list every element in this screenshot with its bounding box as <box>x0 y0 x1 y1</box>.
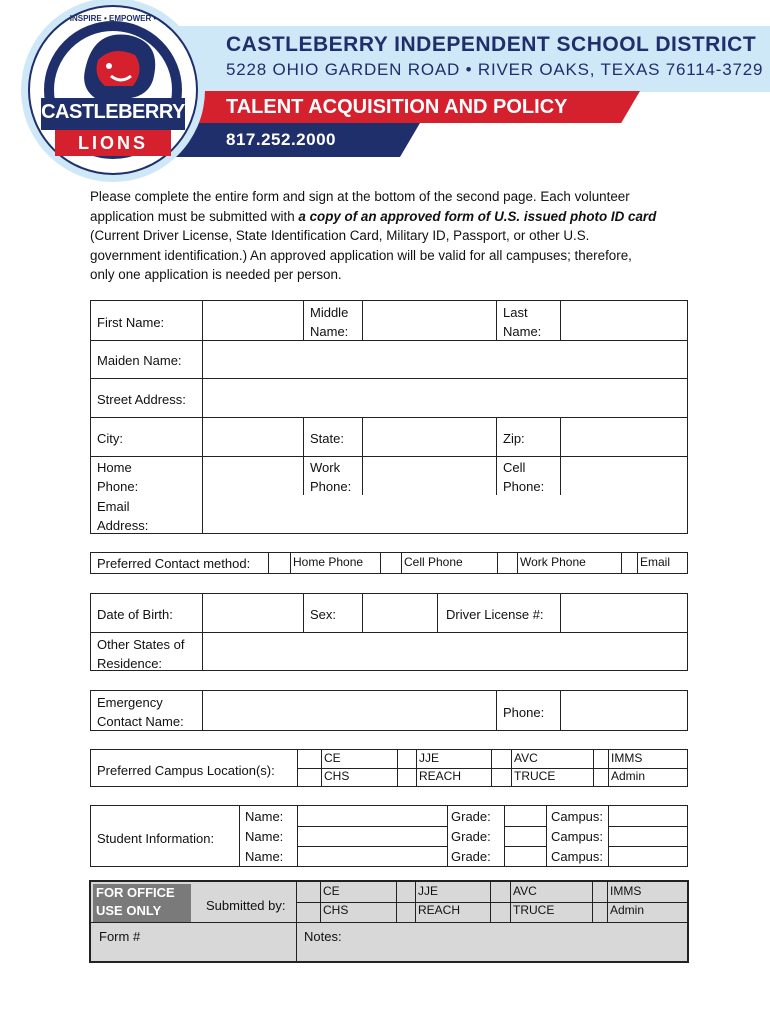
sex-field[interactable] <box>363 594 437 632</box>
office-ce-checkbox[interactable] <box>297 882 320 902</box>
office-reach-checkbox[interactable] <box>397 903 415 922</box>
campus-avc-label: AVC <box>514 751 538 765</box>
city-label: City: <box>97 431 123 446</box>
submitted-by-label: Submitted by: <box>206 898 286 913</box>
emergency-contact-label-line-1: Emergency <box>97 695 163 710</box>
student-1-name-label: Name: <box>245 809 284 824</box>
campus-jje-checkbox[interactable] <box>398 750 416 768</box>
notes-label: Notes: <box>304 929 342 944</box>
student-3-campus-field[interactable] <box>609 847 687 866</box>
castleberry-lions-logo <box>13 0 213 190</box>
work-phone-checkbox[interactable] <box>498 553 517 573</box>
campus-admin-label: Admin <box>611 769 646 783</box>
sex-label: Sex: <box>310 607 337 622</box>
instructions-line-1: Please complete the entire form and sign at the bottom of the second page. Each volunteer <box>90 189 630 204</box>
zip-label: Zip: <box>503 431 525 446</box>
department-name: TALENT ACQUISITION AND POLICY <box>226 96 568 118</box>
district-phone: 817.252.2000 <box>226 130 336 149</box>
work-phone-label <box>305 456 356 498</box>
student-3-name-label: Name: <box>245 849 284 864</box>
office-ce-label: CE <box>323 884 340 898</box>
home-phone-label <box>92 456 143 498</box>
street-address-field[interactable] <box>203 379 687 417</box>
campus-ce-label: CE <box>324 751 341 765</box>
student-3-grade-field[interactable] <box>505 847 546 866</box>
office-chs-checkbox[interactable] <box>297 903 320 922</box>
driver-license-label: Driver License #: <box>446 607 544 622</box>
home-phone-label-line-2: Phone: <box>97 479 139 494</box>
logo-ring-text: INSPIRE • EMPOWER • INNOVATE <box>69 14 157 32</box>
instructions <box>90 187 690 285</box>
preferred-contact-row <box>90 552 688 574</box>
cell-phone-field[interactable] <box>561 457 687 495</box>
other-states-label-line-1: Other States of <box>97 637 185 652</box>
personal-info-table <box>90 300 688 534</box>
letterhead <box>0 0 770 185</box>
student-info-label: Student Information: <box>97 831 215 846</box>
email-label-line-1: Email <box>97 499 130 514</box>
office-truce-checkbox[interactable] <box>491 903 510 922</box>
logo-mascot: LIONS <box>77 133 148 153</box>
campus-admin-checkbox[interactable] <box>594 769 608 786</box>
cell-phone-checkbox[interactable] <box>381 553 401 573</box>
instructions-line-2-start: application must be submitted with <box>90 208 299 224</box>
office-truce-label: TRUCE <box>513 903 555 917</box>
middle-name-label-line-1: Middle <box>310 305 349 320</box>
work-phone-label-line-1: Work <box>310 460 341 475</box>
preferred-contact-label: Preferred Contact method: <box>97 556 251 571</box>
office-use-table <box>89 880 689 963</box>
work-phone-option: Work Phone <box>520 555 586 569</box>
street-address-label: Street Address: <box>97 392 186 407</box>
office-avc-checkbox[interactable] <box>491 882 510 902</box>
other-states-label-line-2: Residence: <box>97 656 163 671</box>
campus-chs-checkbox[interactable] <box>298 769 321 786</box>
email-option: Email <box>640 555 671 569</box>
student-2-name-field[interactable] <box>298 827 447 846</box>
student-1-campus-label: Campus: <box>551 809 604 824</box>
student-info-table <box>90 805 688 867</box>
student-3-name-field[interactable] <box>298 847 447 866</box>
city-field[interactable] <box>203 418 303 456</box>
office-imms-checkbox[interactable] <box>593 882 607 902</box>
middle-name-field[interactable] <box>363 301 496 340</box>
office-chs-label: CHS <box>323 903 349 917</box>
instructions-line-5: only one application is needed per person. <box>90 267 342 282</box>
identity-table <box>90 593 688 671</box>
emergency-contact-table <box>90 690 688 731</box>
student-2-name-label: Name: <box>245 829 284 844</box>
student-2-campus-field[interactable] <box>609 827 687 846</box>
preferred-campus-table <box>90 749 688 787</box>
campus-avc-checkbox[interactable] <box>492 750 511 768</box>
campus-truce-checkbox[interactable] <box>492 769 511 786</box>
date-of-birth-label: Date of Birth: <box>97 607 173 622</box>
notes-field[interactable] <box>341 923 687 961</box>
last-name-label-line-2: Name: <box>503 324 542 339</box>
office-imms-label: IMMS <box>610 884 642 898</box>
middle-name-label-line-2: Name: <box>310 324 349 339</box>
email-checkbox[interactable] <box>622 553 637 573</box>
campus-reach-checkbox[interactable] <box>398 769 416 786</box>
logo-name: CASTLEBERRY <box>41 101 185 123</box>
work-phone-label-line-2: Phone: <box>310 479 352 494</box>
last-name-label <box>498 301 546 343</box>
state-field[interactable] <box>363 418 496 456</box>
first-name-label: First Name: <box>97 315 165 330</box>
emergency-contact-label-line-2: Contact Name: <box>97 714 184 729</box>
email-label <box>92 495 153 537</box>
student-1-grade-label: Grade: <box>451 809 491 824</box>
maiden-name-field[interactable] <box>203 341 687 378</box>
last-name-field[interactable] <box>561 301 687 340</box>
photo-id-requirement: a copy of an approved form of U.S. issued photo ID card <box>298 208 657 224</box>
office-use-title-line-1: FOR OFFICE <box>96 885 175 900</box>
emergency-contact-label <box>92 691 189 733</box>
other-states-field[interactable] <box>203 633 687 670</box>
driver-license-field[interactable] <box>561 594 687 632</box>
student-1-name-field[interactable] <box>298 806 447 826</box>
student-3-grade-label: Grade: <box>451 849 491 864</box>
form-number-field[interactable] <box>151 923 296 961</box>
cell-phone-label-line-2: Phone: <box>503 479 545 494</box>
office-use-title <box>96 884 175 920</box>
zip-field[interactable] <box>561 418 687 456</box>
emergency-phone-field[interactable] <box>561 691 687 730</box>
campus-truce-label: TRUCE <box>514 769 556 783</box>
student-1-campus-field[interactable] <box>609 806 687 826</box>
office-reach-label: REACH <box>418 903 461 917</box>
cell-phone-label <box>498 456 549 498</box>
form-number-label: Form # <box>99 929 141 944</box>
student-2-grade-field[interactable] <box>505 827 546 846</box>
office-avc-label: AVC <box>513 884 537 898</box>
home-phone-checkbox[interactable] <box>269 553 290 573</box>
district-name: CASTLEBERRY INDEPENDENT SCHOOL DISTRICT <box>226 33 757 56</box>
campus-ce-checkbox[interactable] <box>298 750 321 768</box>
home-phone-label-line-1: Home <box>97 460 132 475</box>
email-label-line-2: Address: <box>97 518 149 533</box>
last-name-label-line-1: Last <box>503 305 528 320</box>
campus-reach-label: REACH <box>419 769 462 783</box>
student-1-grade-field[interactable] <box>505 806 546 826</box>
office-use-title-line-2: USE ONLY <box>96 903 162 918</box>
campus-jje-label: JJE <box>419 751 440 765</box>
campus-chs-label: CHS <box>324 769 350 783</box>
student-2-grade-label: Grade: <box>451 829 491 844</box>
district-address: 5228 OHIO GARDEN ROAD • RIVER OAKS, TEXAS 76114-3729 <box>226 60 764 79</box>
office-admin-label: Admin <box>610 903 645 917</box>
email-field[interactable] <box>203 496 687 533</box>
office-jje-checkbox[interactable] <box>397 882 415 902</box>
first-name-field[interactable] <box>203 301 303 340</box>
office-jje-label: JJE <box>418 884 439 898</box>
office-admin-checkbox[interactable] <box>593 903 607 922</box>
home-phone-field[interactable] <box>203 457 303 495</box>
date-of-birth-field[interactable] <box>203 594 303 632</box>
campus-imms-label: IMMS <box>611 751 643 765</box>
other-states-label <box>92 633 189 675</box>
emergency-phone-label: Phone: <box>503 705 545 720</box>
student-3-campus-label: Campus: <box>551 849 604 864</box>
instructions-line-3: (Current Driver License, State Identification Card, Military ID, Passport, or other U.S. <box>90 228 590 243</box>
work-phone-field[interactable] <box>363 457 496 495</box>
middle-name-label <box>305 301 353 343</box>
cell-phone-label-line-1: Cell <box>503 460 526 475</box>
home-phone-option: Home Phone <box>293 555 364 569</box>
state-label: State: <box>310 431 344 446</box>
campus-imms-checkbox[interactable] <box>594 750 608 768</box>
instructions-line-2 <box>90 207 690 227</box>
instructions-line-4: government identification.) An approved application will be valid for all campuses; therefore, <box>90 247 632 263</box>
preferred-campus-label: Preferred Campus Location(s): <box>97 763 275 778</box>
cell-phone-option: Cell Phone <box>404 555 463 569</box>
emergency-contact-name-field[interactable] <box>203 691 496 730</box>
student-2-campus-label: Campus: <box>551 829 604 844</box>
maiden-name-label: Maiden Name: <box>97 353 182 368</box>
